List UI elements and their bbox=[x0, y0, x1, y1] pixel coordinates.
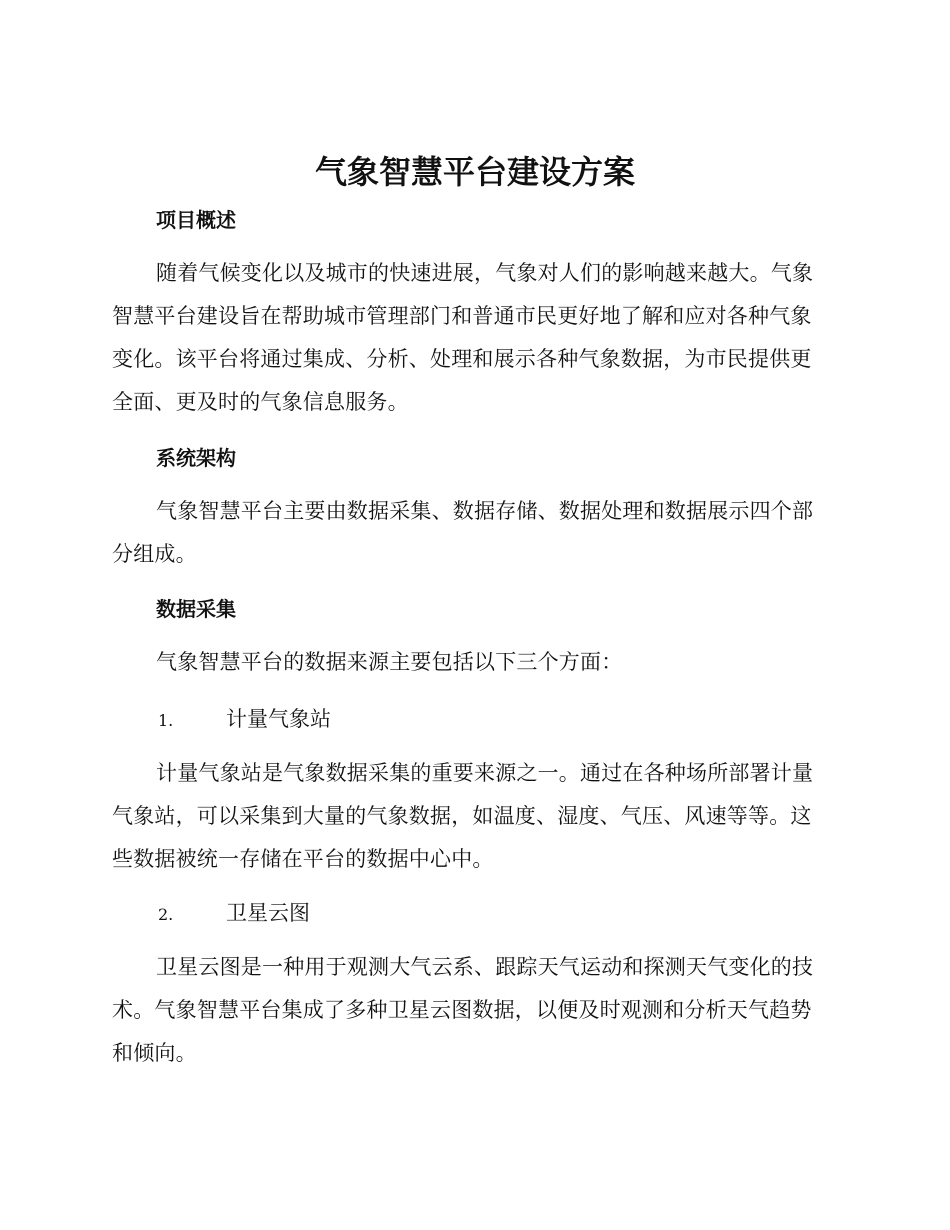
satellite-cloud-paragraph: 卫星云图是一种用于观测大气云系、跟踪天气运动和探测天气变化的技术。气象智慧平台集成了多种卫星云图数据，以便及时观测和分析天气趋势和倾向。 bbox=[112, 955, 814, 1065]
list-number: 2. bbox=[158, 905, 174, 924]
list-label: 卫星云图 bbox=[226, 901, 310, 925]
data-collection-paragraph: 气象智慧平台的数据来源主要包括以下三个方面： bbox=[156, 650, 623, 674]
section-heading-data-collection: 数据采集 bbox=[156, 597, 236, 621]
list-label: 计量气象站 bbox=[226, 707, 331, 731]
section-heading-overview: 项目概述 bbox=[156, 208, 236, 232]
architecture-paragraph: 气象智慧平台主要由数据采集、数据存储、数据处理和数据展示四个部分组成。 bbox=[112, 499, 814, 566]
list-number: 1. bbox=[158, 711, 174, 730]
overview-paragraph: 随着气候变化以及城市的快速进展，气象对人们的影响越来越大。气象智慧平台建设旨在帮助城市管理部门和普通市民更好地了解和应对各种气象变化。该平台将通过集成、分析、处理和展示各种气象数据，为市民提供更全面、更及时的气象信息服务。 bbox=[112, 261, 814, 414]
list-item-satellite-cloud bbox=[158, 898, 310, 930]
document-title: 气象智慧平台建设方案 bbox=[314, 153, 635, 191]
weather-station-paragraph: 计量气象站是气象数据采集的重要来源之一。通过在各种场所部署计量气象站，可以采集到大量的气象数据，如温度、湿度、气压、风速等等。这些数据被统一存储在平台的数据中心中。 bbox=[112, 761, 814, 871]
list-item-weather-station bbox=[158, 704, 331, 736]
section-heading-architecture: 系统架构 bbox=[156, 446, 236, 470]
